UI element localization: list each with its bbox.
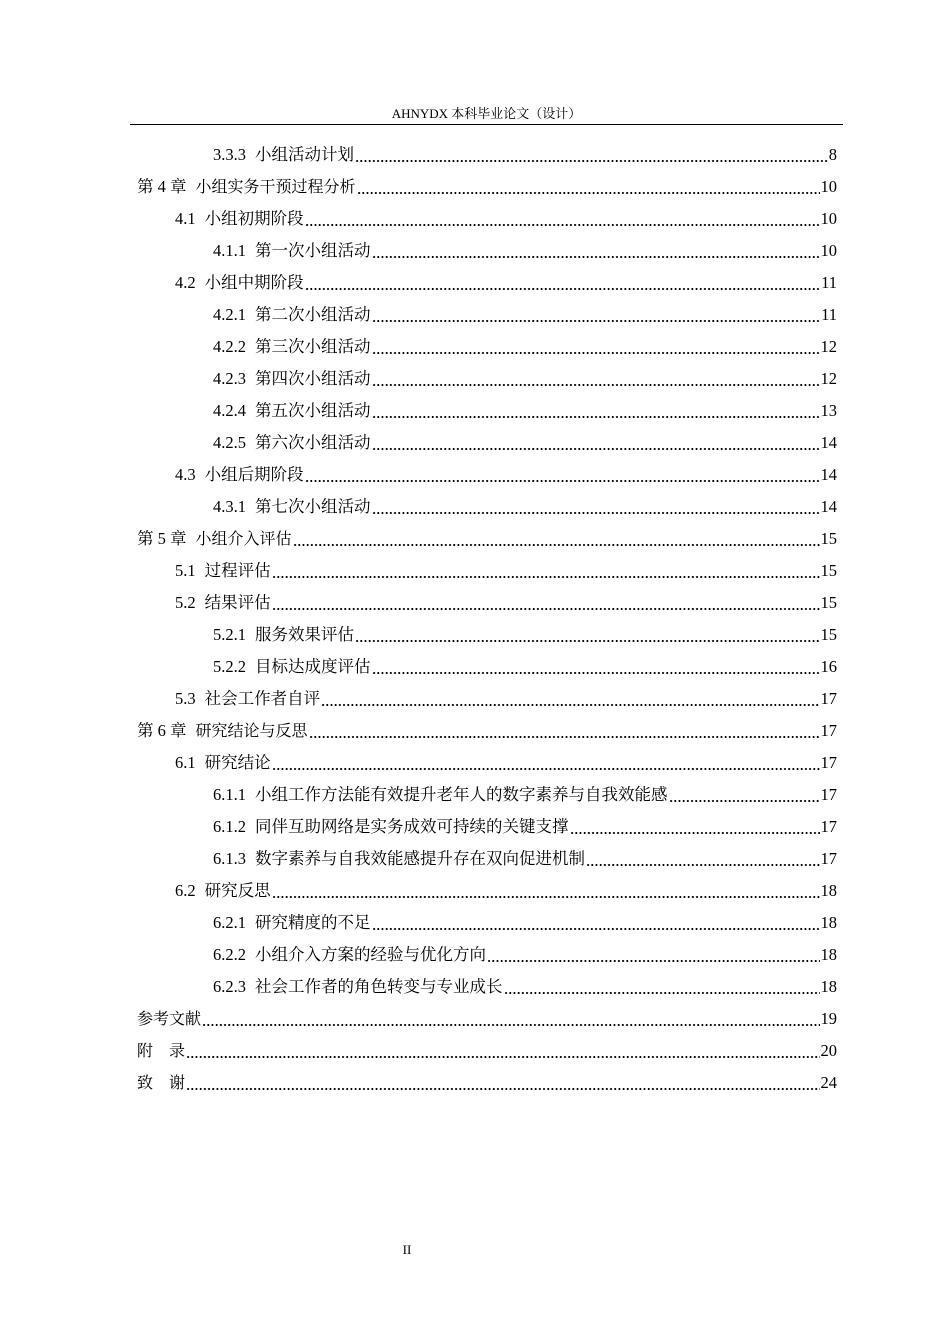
toc-entry-number: 4.1 [175,209,196,228]
toc-entry[interactable] [213,907,837,939]
toc-entry[interactable] [137,523,837,555]
toc-entry-page: 12 [820,337,837,356]
toc-entry[interactable] [213,651,837,683]
toc-entry[interactable] [213,235,837,267]
toc-entry-number: 6.1.3 [213,849,246,868]
toc-entry-page: 15 [820,625,837,644]
toc-entry[interactable] [213,363,837,395]
toc-entry-page: 15 [820,561,837,580]
toc-entry[interactable] [213,299,837,331]
toc-entry-number: 4.3 [175,465,196,484]
toc-entry-number: 5.1 [175,561,196,580]
toc-entry[interactable] [175,875,837,907]
toc-entry-page: 17 [820,689,837,708]
toc-entry-number: 6.1.1 [213,785,246,804]
toc-entry[interactable] [213,779,837,811]
toc-dot-leader [355,619,820,651]
toc-entry-number: 6.2.1 [213,913,246,932]
toc-entry-number: 第 6 章 [137,721,187,740]
toc-entry-number: 5.2.1 [213,625,246,644]
toc-dot-leader [309,715,820,747]
toc-entry[interactable] [137,1067,837,1099]
toc-dot-leader [357,171,820,203]
toc-entry-page: 14 [820,433,837,452]
toc-entry-title: 致 谢 [137,1073,186,1092]
toc-dot-leader [272,555,820,587]
toc-dot-leader [305,203,820,235]
toc-entry-title: 数字素养与自我效能感提升存在双向促进机制 [255,849,585,868]
toc-dot-leader [305,459,820,491]
toc-entry-title: 研究精度的不足 [255,913,371,932]
toc-entry-page: 14 [820,465,837,484]
toc-dot-leader [372,491,820,523]
toc-entry[interactable] [213,971,837,1003]
toc-entry-page: 19 [820,1009,837,1028]
toc-entry-title: 研究反思 [204,881,271,900]
toc-entry-title: 过程评估 [204,561,271,580]
toc-dot-leader [372,363,820,395]
toc-entry-page: 10 [820,241,837,260]
toc-entry-number: 6.2.3 [213,977,246,996]
toc-dot-leader [272,587,820,619]
toc-entry-page: 18 [820,945,837,964]
toc-entry-number: 6.2 [175,881,196,900]
toc-entry[interactable] [137,715,837,747]
toc-entry-title: 小组工作方法能有效提升老年人的数字素养与自我效能感 [255,785,668,804]
toc-entry-title: 研究结论与反思 [195,721,308,740]
toc-dot-leader [372,235,820,267]
toc-entry-title: 研究结论 [204,753,271,772]
toc-entry-page: 13 [820,401,837,420]
toc-entry-title: 小组中期阶段 [204,273,304,292]
toc-entry-title: 第五次小组活动 [255,401,371,420]
toc-dot-leader [186,1035,819,1067]
toc-entry-number: 第 5 章 [137,529,187,548]
toc-entry-title: 小组实务干预过程分析 [195,177,356,196]
toc-dot-leader [487,939,820,971]
toc-entry-number: 6.2.2 [213,945,246,964]
toc-entry-page: 15 [820,529,837,548]
toc-entry[interactable] [213,811,837,843]
toc-entry[interactable] [213,619,837,651]
toc-entry[interactable] [175,747,837,779]
toc-entry-title: 服务效果评估 [255,625,354,644]
toc-entry-page: 10 [820,209,837,228]
toc-entry-number: 4.1.1 [213,241,246,260]
toc-entry-number: 4.2.4 [213,401,246,420]
toc-entry-title: 小组活动计划 [255,145,354,164]
toc-entry-number: 6.1 [175,753,196,772]
toc-entry-page: 20 [820,1041,837,1060]
toc-entry[interactable] [213,395,837,427]
toc-entry-number: 4.2.3 [213,369,246,388]
toc-dot-leader [202,1003,819,1035]
toc-dot-leader [504,971,820,1003]
toc-entry-page: 18 [820,913,837,932]
toc-dot-leader [372,331,820,363]
toc-entry-title: 第一次小组活动 [255,241,371,260]
toc-entry-page: 12 [820,369,837,388]
toc-entry-number: 4.2.5 [213,433,246,452]
page-number: II [402,1242,412,1257]
toc-entry[interactable] [213,427,837,459]
toc-entry-title: 小组初期阶段 [204,209,304,228]
running-header: AHNYDX 本科毕业论文（设计） [391,106,582,121]
toc-entry[interactable] [137,1003,837,1035]
toc-entry[interactable] [213,491,837,523]
toc-entry-title: 第四次小组活动 [255,369,371,388]
toc-entry[interactable] [175,459,837,491]
toc-dot-leader [570,811,820,843]
toc-entry-title: 第六次小组活动 [255,433,371,452]
toc-entry-page: 17 [820,849,837,868]
toc-entry-number: 4.2.2 [213,337,246,356]
toc-entry-number: 第 4 章 [137,177,187,196]
toc-entry[interactable] [137,1035,837,1067]
toc-entry-number: 5.2.2 [213,657,246,676]
toc-entry-number: 4.2 [175,273,196,292]
toc-dot-leader [586,843,820,875]
toc-dot-leader [372,299,821,331]
toc-dot-leader [186,1067,819,1099]
toc-entry-page: 17 [820,721,837,740]
toc-entry-page: 18 [820,977,837,996]
toc-entry-title: 小组介入方案的经验与优化方向 [255,945,486,964]
toc-entry-number: 4.3.1 [213,497,246,516]
toc-entry-page: 10 [820,177,837,196]
toc-entry-number: 5.3 [175,689,196,708]
toc-entry-title: 第二次小组活动 [255,305,371,324]
toc-entry-title: 参考文献 [137,1009,202,1028]
toc-dot-leader [372,651,820,683]
toc-entry-page: 17 [820,785,837,804]
toc-entry-title: 小组介入评估 [195,529,292,548]
toc-entry-title: 目标达成度评估 [255,657,371,676]
toc-entry-page: 8 [828,145,837,164]
toc-entry[interactable] [213,331,837,363]
toc-entry-title: 结果评估 [204,593,271,612]
toc-entry-page: 14 [820,497,837,516]
toc-entry-page: 15 [820,593,837,612]
toc-dot-leader [372,907,820,939]
toc-entry-page: 24 [820,1073,837,1092]
toc-entry[interactable] [175,267,837,299]
toc-dot-leader [355,139,828,171]
toc-dot-leader [321,683,819,715]
toc-entry-page: 17 [820,753,837,772]
toc-entry-title: 小组后期阶段 [204,465,304,484]
toc-entry[interactable] [213,843,837,875]
toc-entry[interactable] [137,171,837,203]
toc-entry-number: 4.2.1 [213,305,246,324]
toc-entry-title: 社会工作者的角色转变与专业成长 [255,977,503,996]
toc-entry[interactable] [213,139,837,171]
toc-dot-leader [272,747,820,779]
toc-entry-page: 16 [820,657,837,676]
toc-entry[interactable] [175,203,837,235]
toc-entry-number: 3.3.3 [213,145,246,164]
toc-entry-title: 第七次小组活动 [255,497,371,516]
toc-entry-number: 5.2 [175,593,196,612]
toc-entry-page: 11 [821,273,837,292]
toc-entry-title: 第三次小组活动 [255,337,371,356]
toc-entry-title: 附 录 [137,1041,186,1060]
toc-entry-title: 同伴互助网络是实务成效可持续的关键支撑 [255,817,569,836]
toc-entry-number: 6.1.2 [213,817,246,836]
toc-entry[interactable] [175,555,837,587]
toc-entry-page: 11 [821,305,837,324]
toc-entry[interactable] [175,587,837,619]
toc-dot-leader [669,779,820,811]
toc-entry-page: 17 [820,817,837,836]
toc-dot-leader [272,875,820,907]
toc-dot-leader [372,395,820,427]
header-rule [130,124,843,125]
toc-entry-title: 社会工作者自评 [204,689,321,708]
toc-dot-leader [293,523,820,555]
toc-dot-leader [305,267,820,299]
toc-entry-page: 18 [820,881,837,900]
toc-entry[interactable] [175,683,837,715]
toc-dot-leader [372,427,820,459]
toc-entry[interactable] [213,939,837,971]
